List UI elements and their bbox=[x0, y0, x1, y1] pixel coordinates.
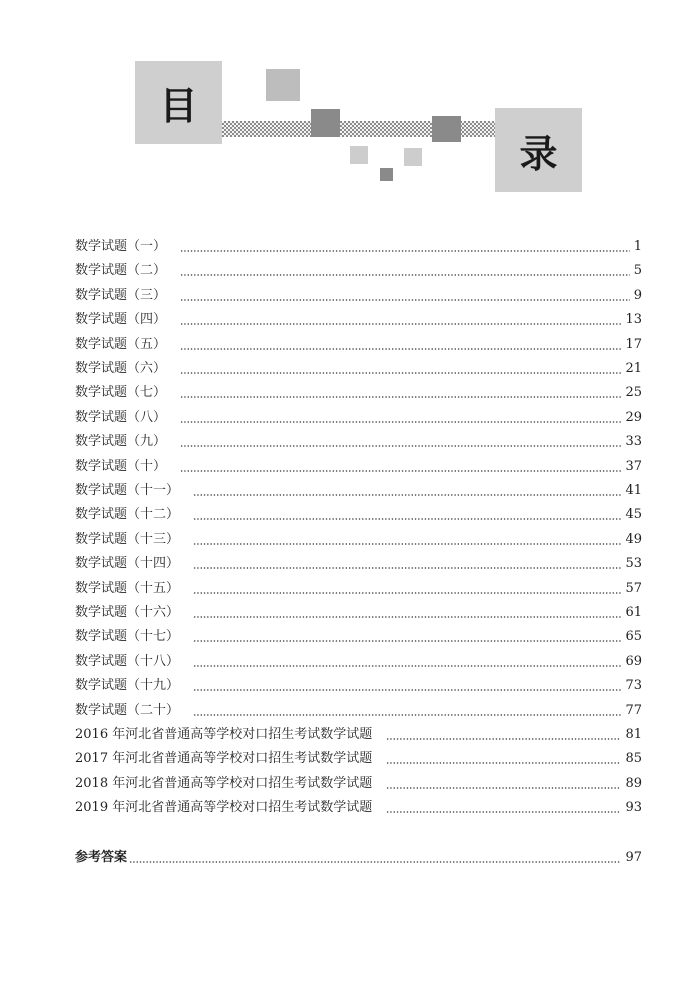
toc-entry-title: 数学试题（五） bbox=[75, 336, 167, 352]
toc-entry-title: 数学试题（十九） bbox=[75, 678, 180, 694]
toc-entry-title: 数学试题（二） bbox=[75, 263, 167, 279]
dot-leader bbox=[193, 481, 621, 501]
dot-leader bbox=[180, 383, 621, 403]
dot-leader bbox=[180, 457, 621, 477]
dot-leader bbox=[180, 432, 621, 452]
dot-leader bbox=[193, 530, 621, 550]
deco-square-5 bbox=[404, 148, 422, 166]
toc-page-number: 77 bbox=[625, 702, 642, 718]
toc-entry[interactable] bbox=[75, 237, 642, 257]
deco-square-3 bbox=[350, 146, 368, 164]
toc-page-number: 97 bbox=[625, 850, 642, 865]
toc-entry-title: 2019 年河北省普通高等学校对口招生考试数学试题 bbox=[75, 800, 373, 816]
toc-entry-title: 2017 年河北省普通高等学校对口招生考试数学试题 bbox=[75, 751, 373, 767]
toc-entry-title: 数学试题（十五） bbox=[75, 580, 180, 596]
toc-entry[interactable] bbox=[75, 627, 642, 647]
dot-leader bbox=[180, 237, 630, 257]
toc-page-number: 61 bbox=[625, 605, 642, 620]
toc-page-number: 65 bbox=[625, 629, 642, 645]
title-char-mu: 目 bbox=[159, 84, 198, 128]
dot-leader bbox=[180, 261, 630, 281]
dot-leader bbox=[386, 774, 621, 794]
dot-leader bbox=[129, 848, 621, 868]
toc-entry-title: 数学试题（十七） bbox=[75, 629, 180, 645]
toc-entry-title: 数学试题（一） bbox=[75, 239, 167, 254]
toc-page-number: 1 bbox=[633, 239, 642, 254]
title-char-lu: 录 bbox=[519, 131, 558, 176]
toc-entry[interactable] bbox=[75, 261, 642, 281]
dot-leader bbox=[386, 798, 621, 818]
dot-leader bbox=[386, 749, 621, 769]
dot-leader bbox=[193, 505, 621, 525]
dot-leader bbox=[193, 676, 621, 696]
dot-leader bbox=[193, 603, 621, 623]
toc-entry[interactable] bbox=[75, 505, 642, 525]
toc-entry[interactable] bbox=[75, 701, 642, 721]
dot-leader bbox=[386, 725, 621, 745]
toc-page-number: 69 bbox=[625, 653, 642, 669]
toc-entry-title: 数学试题（十八） bbox=[75, 653, 180, 669]
toc-entry[interactable] bbox=[75, 579, 642, 599]
deco-square-6 bbox=[432, 116, 461, 142]
toc-entry-title: 数学试题（十） bbox=[75, 458, 167, 474]
toc-page-number: 89 bbox=[625, 775, 642, 791]
toc-page-number: 85 bbox=[625, 751, 642, 767]
toc-entry-title: 数学试题（七） bbox=[75, 385, 167, 401]
toc-entry-title: 数学试题（四） bbox=[75, 312, 167, 328]
toc-entry-title: 参考答案 bbox=[75, 850, 128, 865]
toc-page-number: 5 bbox=[633, 263, 642, 279]
toc-entry-title: 数学试题（十一） bbox=[75, 483, 180, 498]
toc-entry-title: 数学试题（十二） bbox=[75, 507, 180, 523]
toc-page-number: 57 bbox=[625, 580, 642, 596]
toc-entry-title: 数学试题（十四） bbox=[75, 556, 180, 572]
toc-page-number: 49 bbox=[625, 531, 642, 547]
toc-entry[interactable] bbox=[75, 676, 642, 696]
dot-leader bbox=[193, 701, 621, 721]
toc-entry[interactable] bbox=[75, 408, 642, 428]
dot-leader bbox=[180, 286, 630, 306]
toc-entry[interactable] bbox=[75, 457, 642, 477]
dot-leader bbox=[180, 408, 621, 428]
dot-leader bbox=[180, 359, 621, 379]
toc-page-number: 21 bbox=[625, 361, 642, 376]
dot-leader bbox=[193, 652, 621, 672]
toc-entry-title: 2016 年河北省普通高等学校对口招生考试数学试题 bbox=[75, 727, 373, 742]
toc-entry[interactable] bbox=[75, 798, 642, 818]
toc-entry[interactable] bbox=[75, 359, 642, 379]
toc-entry-title: 数学试题（二十） bbox=[75, 702, 180, 718]
toc-header bbox=[0, 0, 699, 200]
toc-page-number: 41 bbox=[625, 483, 642, 498]
toc-entry[interactable] bbox=[75, 383, 642, 403]
toc-entry-title: 数学试题（十六） bbox=[75, 605, 180, 620]
toc-page-number: 53 bbox=[625, 556, 642, 572]
toc-entry[interactable] bbox=[75, 725, 642, 745]
toc-page-number: 37 bbox=[625, 458, 642, 474]
toc-entry[interactable] bbox=[75, 774, 642, 794]
toc-entry[interactable] bbox=[75, 432, 642, 452]
toc-entry[interactable] bbox=[75, 481, 642, 501]
dot-leader bbox=[180, 310, 621, 330]
toc-entry[interactable] bbox=[75, 749, 642, 769]
toc-entry-title: 数学试题（三） bbox=[75, 287, 167, 303]
toc-entry-title: 数学试题（九） bbox=[75, 434, 167, 450]
toc-page-number: 17 bbox=[625, 336, 642, 352]
toc-page-number: 13 bbox=[625, 312, 642, 328]
dot-leader bbox=[193, 554, 621, 574]
toc-entry[interactable] bbox=[75, 335, 642, 355]
toc-entry-title: 数学试题（六） bbox=[75, 361, 167, 376]
deco-square-4 bbox=[380, 168, 393, 181]
toc-entry-title: 数学试题（八） bbox=[75, 409, 167, 425]
toc-page-number: 33 bbox=[625, 434, 642, 450]
dot-leader bbox=[180, 335, 621, 355]
toc-answers-entry[interactable] bbox=[75, 848, 642, 868]
toc-page-number: 29 bbox=[625, 409, 642, 425]
toc-entry-title: 2018 年河北省普通高等学校对口招生考试数学试题 bbox=[75, 775, 373, 791]
deco-square-1 bbox=[266, 69, 300, 101]
toc-page-number: 25 bbox=[625, 385, 642, 401]
toc-page-number: 45 bbox=[625, 507, 642, 523]
toc-entry-title: 数学试题（十三） bbox=[75, 531, 180, 547]
toc-page-number: 9 bbox=[633, 287, 642, 303]
toc-entry[interactable] bbox=[75, 310, 642, 330]
dot-leader bbox=[193, 579, 621, 599]
dot-leader bbox=[193, 627, 621, 647]
toc-entry[interactable] bbox=[75, 286, 642, 306]
toc-page-number: 73 bbox=[625, 678, 642, 694]
toc-entry[interactable] bbox=[75, 652, 642, 672]
title-box-left bbox=[135, 61, 222, 144]
toc-entry[interactable] bbox=[75, 530, 642, 550]
toc-entry[interactable] bbox=[75, 554, 642, 574]
toc-entry[interactable] bbox=[75, 603, 642, 623]
deco-square-2 bbox=[311, 109, 340, 137]
title-box-right bbox=[495, 108, 582, 192]
toc-page-number: 93 bbox=[625, 800, 642, 816]
toc-page-number: 81 bbox=[625, 727, 642, 742]
